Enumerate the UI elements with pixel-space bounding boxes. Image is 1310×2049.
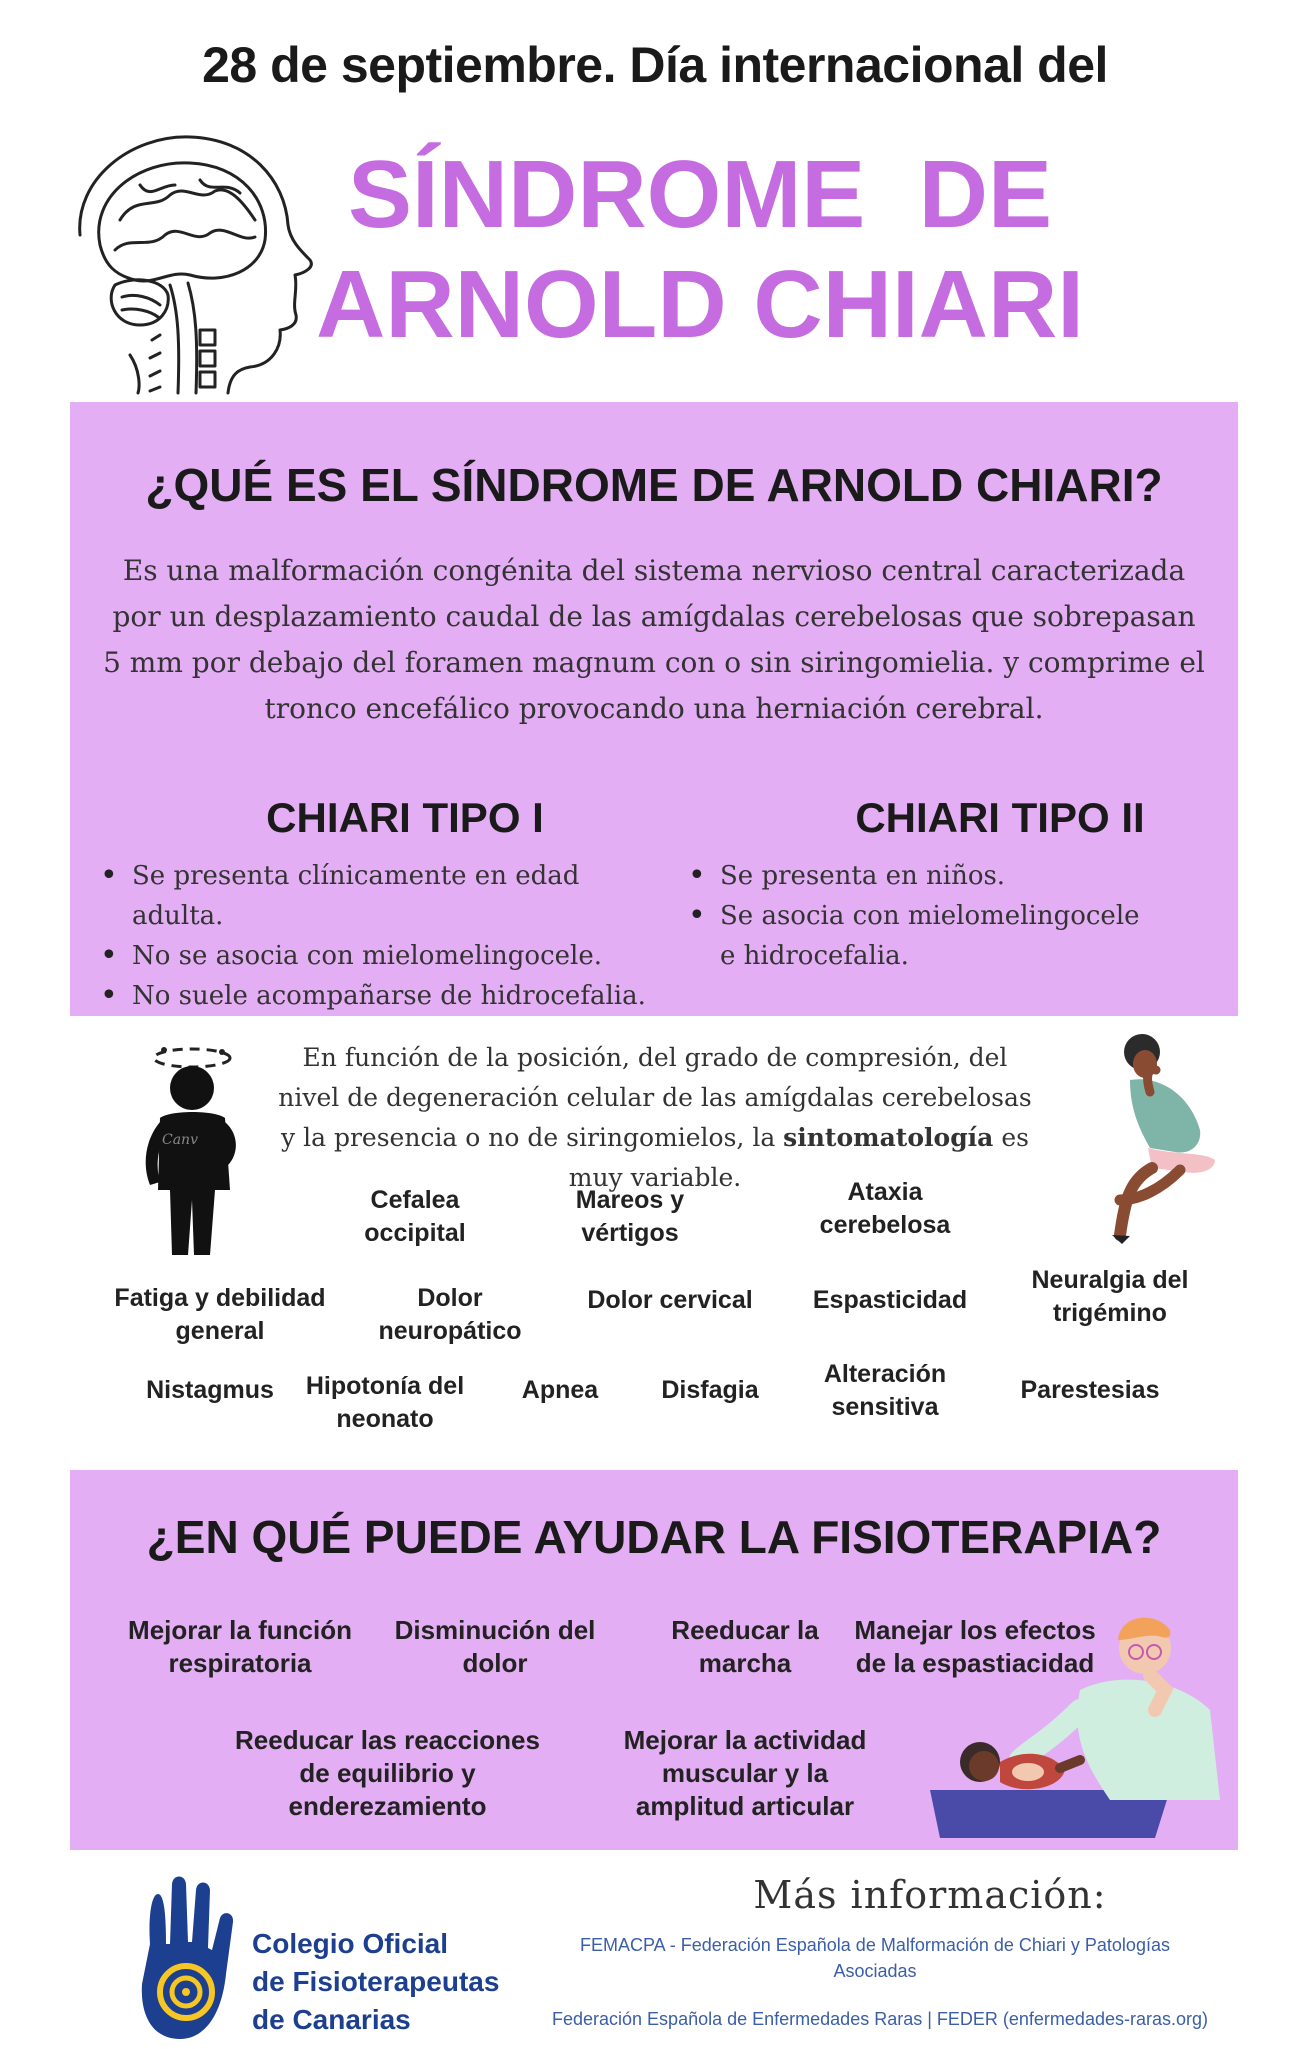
- chiari-type-2-heading: CHIARI TIPO II: [855, 794, 1145, 841]
- chiari-type-1-heading: CHIARI TIPO I: [266, 794, 544, 841]
- symptom-fatiga: Fatiga y debilidad general: [114, 1284, 326, 1345]
- watermark-text: Canv: [162, 1132, 198, 1148]
- benefit-dolor: Disminución del dolor: [394, 1615, 596, 1678]
- benefit-marcha: Reeducar la marcha: [671, 1615, 819, 1678]
- chiari-type-1-list: [100, 856, 660, 1016]
- symptom-cefalea: Cefalea occipital: [364, 1186, 466, 1247]
- symptom-disfagia: Disfagia: [661, 1376, 759, 1404]
- femacpa-link[interactable]: FEMACPA - Federación Española de Malformación de Chiari y Patologías Asociadas: [580, 1935, 1170, 1981]
- symptom-parestesias: Parestesias: [1020, 1376, 1160, 1404]
- chiari-type-2-list: [688, 856, 1158, 976]
- benefit-equilibrio: Reeducar las reacciones de equilibrio y enderezamiento: [235, 1725, 540, 1821]
- symptom-dolor-neuropatico: Dolor neuropático: [378, 1284, 522, 1345]
- benefit-actividad-muscular: Mejorar la actividad muscular y la amplitud articular: [623, 1725, 867, 1821]
- therapist-baby-illustration: [920, 1600, 1238, 1850]
- org-name-line: Colegio Oficial: [252, 1928, 449, 1959]
- list-item: • No se asocia con mielomelingocele.: [100, 936, 660, 976]
- symptom-dolor-cervical: Dolor cervical: [587, 1286, 753, 1314]
- physiotherapy-heading: ¿EN QUÉ PUEDE AYUDAR LA FISIOTERAPIA?: [146, 1511, 1162, 1563]
- symptom-intro-bold: sintomatología: [783, 1123, 994, 1152]
- what-is-heading: ¿QUÉ ES EL SÍNDROME DE ARNOLD CHIARI?: [145, 459, 1163, 511]
- brain-illustration: [60, 125, 320, 395]
- symptom-intro-end: es muy variable.: [568, 1123, 1029, 1192]
- feder-link[interactable]: Federación Española de Enfermedades Raras | FEDER (enfermedades-raras.org): [552, 2009, 1208, 2029]
- benefit-espasticidad: Manejar los efectos de la espastiacidad: [854, 1615, 1096, 1678]
- what-is-description: Es una malformación congénita del sistema nervioso central caracterizada por un desplazamiento caudal de las amígdalas cerebelosas que sobrepasan 5 mm por debajo del foramen magnum con o sin siringomielia. y comprime el tronco encefálico provocando una herniación cerebral.: [103, 554, 1205, 725]
- hand-logo-icon: [130, 1874, 240, 2044]
- symptom-mareos: Mareos y vértigos: [575, 1186, 685, 1247]
- symptom-espasticidad: Espasticidad: [812, 1286, 968, 1314]
- header-date-line: 28 de septiembre. Día internacional del: [202, 37, 1108, 93]
- symptom-intro-part: En función de la posición, del grado de compresión, del nivel de degeneración celular de las amígdalas cerebelosas y la presencia o no de siringomielos, la: [278, 1043, 1032, 1152]
- more-info-heading: Más información:: [753, 1873, 1107, 1917]
- symptom-intro-text: [270, 1038, 1040, 1198]
- symptom-nistagmus: Nistagmus: [146, 1376, 274, 1404]
- org-name: [252, 1925, 499, 2039]
- org-name-line: de Canarias: [252, 2004, 411, 2035]
- sitting-woman-illustration: [1090, 1030, 1230, 1250]
- symptom-apnea: Apnea: [521, 1376, 599, 1404]
- symptom-hipotonia: Hipotonía del neonato: [305, 1372, 465, 1433]
- list-item: • Se presenta clínicamente en edad adulta.: [100, 856, 660, 936]
- list-item: • Se presenta en niños.: [688, 856, 1158, 896]
- list-item: • No suele acompañarse de hidrocefalia.: [100, 976, 660, 1016]
- title-line-2: ARNOLD CHIARI: [316, 251, 1084, 358]
- symptom-alteracion-sensitiva: Alteración sensitiva: [823, 1360, 947, 1421]
- benefit-respiratoria: Mejorar la función respiratoria: [128, 1615, 352, 1678]
- dizzy-person-icon: [130, 1040, 260, 1260]
- list-item: • Se asocia con mielomelingocele e hidrocefalia.: [688, 896, 1158, 976]
- symptom-ataxia: Ataxia cerebelosa: [819, 1178, 951, 1239]
- org-name-line: de Fisioterapeutas: [252, 1966, 500, 1997]
- title-line-1: SÍNDROME DE: [347, 141, 1053, 248]
- symptom-neuralgia: Neuralgia del trigémino: [1031, 1266, 1189, 1327]
